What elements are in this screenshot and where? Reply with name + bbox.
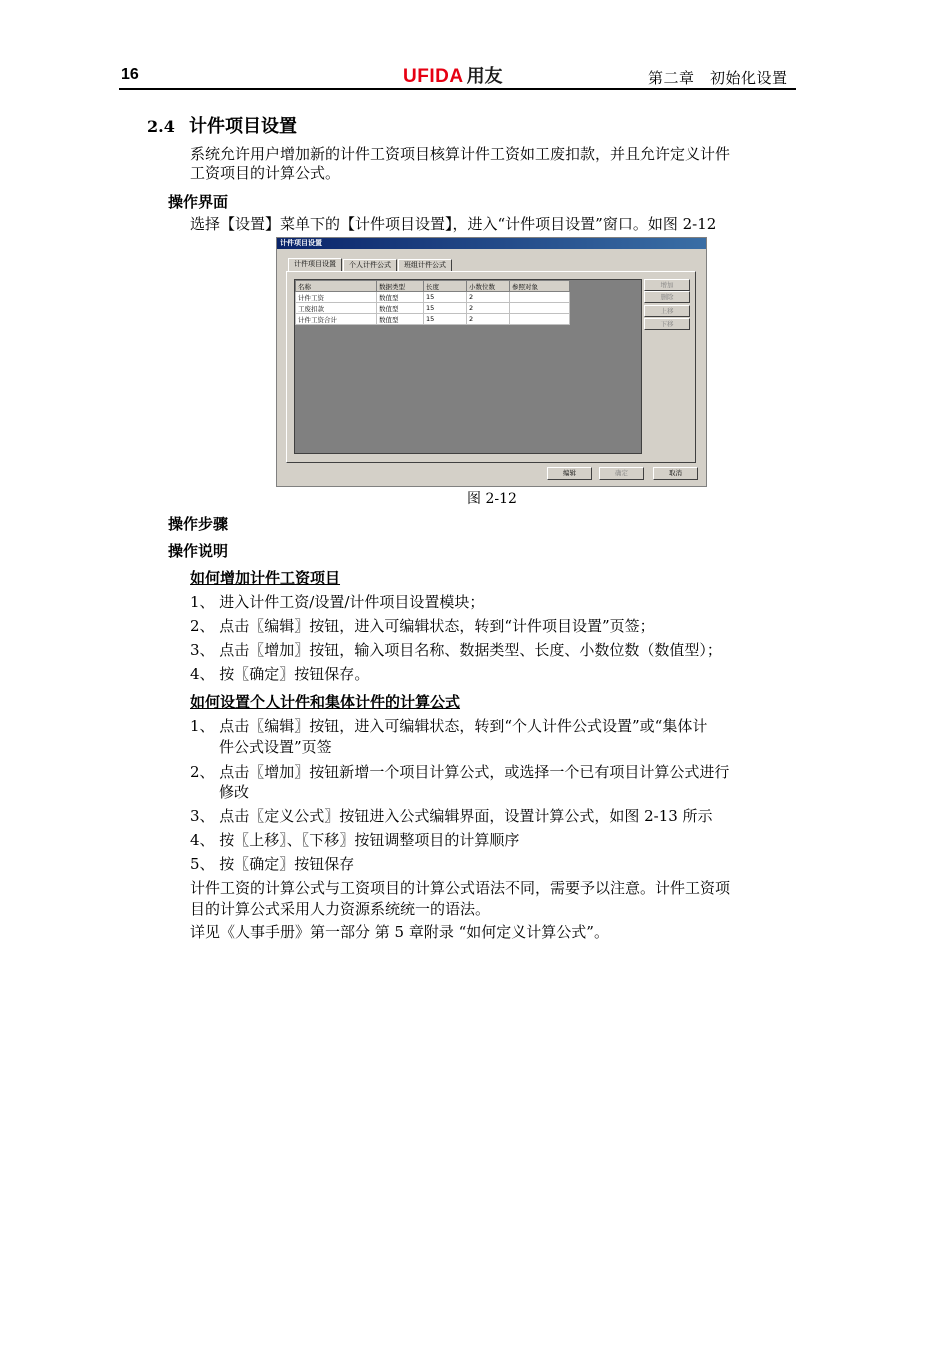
ui-heading: 操作界面 xyxy=(168,193,229,211)
cell-reference[interactable] xyxy=(510,303,570,314)
tab-piece-item-settings[interactable]: 计件项目设置 xyxy=(288,258,342,272)
cell-type[interactable]: 数值型 xyxy=(377,292,424,303)
steps-heading: 操作步骤 xyxy=(168,515,229,533)
table-row[interactable] xyxy=(296,303,570,314)
list-item: 3、 点击〖增加〗按钮，输入项目名称、数据类型、长度、小数位数（数值型）； xyxy=(190,641,722,659)
list-item: 5、 按〖确定〗按钮保存 xyxy=(190,855,355,873)
col-header-decimals[interactable]: 小数位数 xyxy=(467,281,510,292)
table-row[interactable] xyxy=(296,314,570,325)
notes-heading: 操作说明 xyxy=(168,542,229,560)
col-header-length[interactable]: 长度 xyxy=(424,281,467,292)
cell-name[interactable]: 计件工资 xyxy=(296,292,377,303)
list-item-cont: 件公式设置”页签 xyxy=(219,738,332,756)
col-header-reference[interactable]: 参照对象 xyxy=(510,281,570,292)
howto1-title: 如何增加计件工资项目 xyxy=(190,569,341,587)
move-down-button[interactable]: 下移 xyxy=(644,318,690,330)
intro-line-1: 系统允许用户增加新的计件工资项目核算计件工资如工废扣款，并且允许定义计件 xyxy=(190,145,731,163)
howto2-title: 如何设置个人计件和集体计件的计算公式 xyxy=(190,693,461,711)
cell-decimals[interactable]: 2 xyxy=(467,314,510,325)
cell-decimals[interactable]: 2 xyxy=(467,292,510,303)
note-line-1: 计件工资的计算公式与工资项目的计算公式语法不同，需要予以注意。计件工资项 xyxy=(190,879,731,897)
list-item: 2、 点击〖编辑〗按钮，进入可编辑状态，转到“计件项目设置”页签； xyxy=(190,617,655,635)
logo-cn: 用友 xyxy=(466,66,503,86)
ok-button[interactable]: 确定 xyxy=(599,467,644,480)
tab-team-formula[interactable]: 班组计件公式 xyxy=(398,259,452,271)
dialog-title: 计件项目设置 xyxy=(277,238,706,249)
list-item: 1、 点击〖编辑〗按钮，进入可编辑状态，转到“个人计件公式设置”或“集体计 xyxy=(190,717,708,735)
cell-reference[interactable] xyxy=(510,292,570,303)
edit-button[interactable]: 编辑 xyxy=(547,467,592,480)
cell-decimals[interactable]: 2 xyxy=(467,303,510,314)
figure-caption: 图 2-12 xyxy=(467,491,517,507)
col-header-type[interactable]: 数据类型 xyxy=(377,281,424,292)
item-grid xyxy=(295,280,570,325)
section-title xyxy=(147,112,297,138)
tab-panel xyxy=(286,271,696,463)
page-number: 16 xyxy=(121,66,139,83)
cell-length[interactable]: 15 xyxy=(424,303,467,314)
header-rule xyxy=(119,88,796,90)
list-item: 4、 按〖上移〗、〖下移〗按钮调整项目的计算顺序 xyxy=(190,831,520,849)
cell-name[interactable]: 计件工资合计 xyxy=(296,314,377,325)
cell-length[interactable]: 15 xyxy=(424,314,467,325)
reference-line: 详见《人事手册》第一部分 第 5 章附录 “如何定义计算公式”。 xyxy=(190,923,609,941)
col-header-name[interactable]: 名称 xyxy=(296,281,377,292)
add-button[interactable]: 增加 xyxy=(644,279,690,291)
tab-personal-formula[interactable]: 个人计件公式 xyxy=(343,259,397,271)
cell-name[interactable]: 工废扣款 xyxy=(296,303,377,314)
list-item: 2、 点击〖增加〗按钮新增一个项目计算公式，或选择一个已有项目计算公式进行 xyxy=(190,763,730,781)
dialog-tabs xyxy=(288,259,453,271)
section-number: 2.4 xyxy=(147,117,175,136)
cell-type[interactable]: 数值型 xyxy=(377,303,424,314)
piece-item-settings-dialog xyxy=(276,237,707,487)
delete-button[interactable]: 删除 xyxy=(644,291,690,303)
ui-intro: 选择【设置】菜单下的【计件项目设置】，进入“计件项目设置”窗口。如图 2-12 xyxy=(190,215,717,233)
cell-reference[interactable] xyxy=(510,314,570,325)
cancel-button[interactable]: 取消 xyxy=(653,467,698,480)
list-item: 1、 进入计件工资/设置/计件项目设置模块； xyxy=(190,593,485,611)
list-item: 4、 按〖确定〗按钮保存。 xyxy=(190,665,370,683)
item-grid-area xyxy=(294,279,642,454)
move-up-button[interactable]: 上移 xyxy=(644,305,690,317)
cell-type[interactable]: 数值型 xyxy=(377,314,424,325)
logo-brand: UFIDA xyxy=(403,66,464,87)
table-row[interactable] xyxy=(296,292,570,303)
intro-line-2: 工资项目的计算公式。 xyxy=(190,164,341,182)
grid-header-row xyxy=(296,281,570,292)
list-item-cont: 修改 xyxy=(219,783,250,801)
section-title-text: 计件项目设置 xyxy=(189,116,297,137)
chapter-title: 第二章 初始化设置 xyxy=(648,69,788,87)
note-line-2: 目的计算公式采用人力资源系统统一的语法。 xyxy=(190,900,491,918)
ufida-logo xyxy=(403,62,503,88)
list-item: 3、 点击〖定义公式〗按钮进入公式编辑界面，设置计算公式，如图 2-13 所示 xyxy=(190,807,713,825)
cell-length[interactable]: 15 xyxy=(424,292,467,303)
